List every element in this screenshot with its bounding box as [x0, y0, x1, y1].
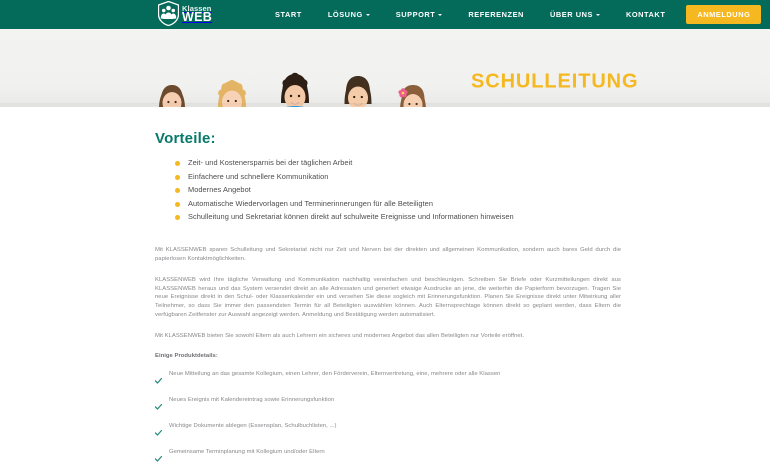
list-item	[155, 172, 621, 181]
list-item	[155, 448, 621, 467]
detail-label: Gemeinsame Terminplanung mit Kollegium und/oder Eltern	[169, 449, 325, 456]
nav-label: KONTAKT	[625, 10, 666, 19]
list-item	[155, 370, 621, 389]
benefit-label: Modernes Angebot	[188, 185, 251, 194]
checkmark-icon	[155, 397, 162, 415]
nav-label: SUPPORT	[395, 10, 436, 19]
list-item	[155, 396, 621, 415]
benefit-label: Automatische Wiedervorlagen und Terminerinnerungen für alle Beteiligten	[188, 198, 433, 208]
section-title-vorteile: Vorteile:	[155, 130, 216, 147]
paragraph-3: Mit KLASSENWEB bieten Sie sowohl Eltern als auch Lehrern ein sicheres und modernes Angebot das allen Beteiligten nur Vorteile eröffnet.	[155, 333, 525, 340]
paragraph-2: KLASSENWEB wird Ihre tägliche Verwaltung und Kommunikation nachhaltig vereinfachen und beschleunigen. Schreiben Sie Briefe oder Kurzmitteilungen direkt aus KLASSENWEB heraus und das System versendet direkt an alle Adressaten und generiert etwaige Ausdrucke an jene, die weiterhin die Papierform bevorzugen. Tragen Sie neue Ereignisse direkt in den Schul- oder Klassenkalender ein und versehen Sie diese sogleich mit Erinnerungsfunktion. Planen Sie Ereignisse direkt unter Mitwirkung aller Teilnehmer, so dass Sie immer den passendsten Termin für all Beteiligten auswählen können. Auch Elternsprechtage können direkt so geplant werden, dass Eltern die verfügbaren Zeitfenster zur Auswahl angezeigt werden. Anmeldung und Bestätigung werden automatisiert.	[155, 277, 621, 318]
benefit-label: Zeit- und Kostenersparnis bei der täglichen Arbeit	[188, 158, 353, 167]
checkmark-icon	[155, 423, 162, 441]
nav-item-loesung[interactable]	[315, 0, 383, 29]
shield-people-icon	[158, 1, 179, 26]
benefits-list	[155, 158, 621, 221]
details-title: Einige Produktdetails:	[155, 352, 218, 359]
site-logo[interactable]	[158, 1, 212, 26]
anmeldung-button[interactable]: ANMELDUNG	[686, 5, 761, 24]
chevron-down-icon	[366, 14, 370, 16]
nav-label: REFERENZEN	[468, 10, 524, 19]
benefit-label: Schulleitung und Sekretariat können direkt auf schulweite Ereignisse und Informationen hinweisen	[188, 212, 514, 221]
paragraph-1: Mit KLASSENWEB sparen Schulleitung und Sekretariat nicht nur Zeit und Nerven bei der direkten und allgemeinen Kommunikation, sondern auch bares Geld durch die papierlosen Kontaktmöglichkeiten.	[155, 247, 621, 262]
checkmark-icon	[155, 371, 162, 389]
logo-text-klassen: Klassen	[182, 3, 212, 13]
detail-label: Wichtige Dokumente ablegen (Essensplan, Schulbuchlisten, ...)	[169, 423, 337, 430]
nav-label: ÜBER UNS	[549, 10, 593, 19]
bullet-dot-icon	[175, 161, 180, 166]
list-item	[155, 158, 621, 167]
benefit-label: Einfachere und schnellere Kommunikation	[188, 171, 329, 181]
nav-item-referenzen[interactable]	[455, 0, 537, 29]
nav-item-support[interactable]	[383, 0, 456, 29]
list-item	[155, 212, 621, 221]
nav-item-kontakt[interactable]	[613, 0, 678, 29]
nav-label: START	[275, 10, 302, 19]
main-content	[155, 130, 621, 474]
bullet-dot-icon	[175, 175, 180, 180]
page-title: SCHULLEITUNG	[471, 70, 639, 93]
bullet-dot-icon	[175, 188, 180, 193]
bullet-dot-icon	[175, 202, 180, 207]
chevron-down-icon	[596, 14, 600, 16]
main-navigation	[262, 0, 761, 29]
bullet-dot-icon	[175, 215, 180, 220]
nav-item-ueber-uns[interactable]	[537, 0, 613, 29]
product-details-list	[155, 370, 621, 467]
logo-text-web: WEB	[182, 10, 213, 25]
list-item	[155, 422, 621, 441]
detail-label: Neue Mitteilung an das gesamte Kollegium, einen Lehrer, den Förderverein, Elternvertretung, eine, mehrere oder alle Klassen	[169, 371, 501, 378]
detail-label: Neues Ereignis mit Kalendereintrag sowie Erinnerungsfunktion	[169, 397, 335, 404]
site-header	[0, 0, 770, 29]
chevron-down-icon	[438, 14, 442, 16]
nav-item-start[interactable]	[262, 0, 315, 29]
children-photo	[150, 61, 450, 107]
checkmark-icon	[155, 449, 162, 467]
hero-bottom-shadow	[0, 103, 770, 107]
list-item	[155, 185, 621, 194]
hero-banner	[0, 29, 770, 107]
logo-wordmark	[182, 4, 212, 24]
nav-label: LÖSUNG	[327, 10, 363, 19]
list-item	[155, 199, 621, 208]
